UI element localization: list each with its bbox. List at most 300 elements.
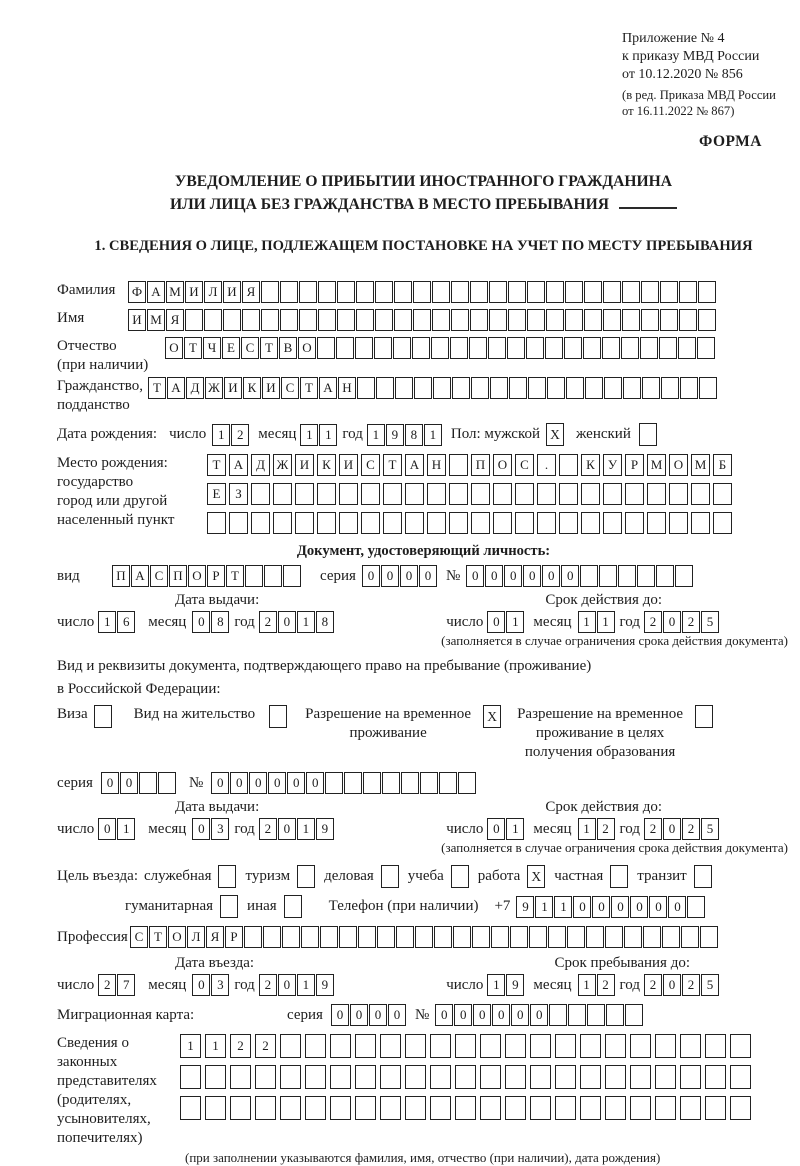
char-cell[interactable]: 1 — [535, 896, 553, 918]
char-cell[interactable]: 1 — [297, 974, 315, 996]
char-cell[interactable] — [325, 772, 343, 794]
char-cell[interactable]: 3 — [211, 974, 229, 996]
char-cell[interactable] — [317, 337, 335, 359]
char-cell[interactable] — [158, 772, 176, 794]
char-cell[interactable]: 2 — [231, 424, 249, 446]
char-cell[interactable] — [548, 926, 566, 948]
char-cell[interactable] — [530, 1034, 551, 1058]
char-cell[interactable]: 0 — [192, 611, 210, 633]
sex-male-checkbox[interactable]: X — [546, 423, 564, 446]
char-cell[interactable]: 0 — [306, 772, 324, 794]
char-cell[interactable]: 9 — [386, 424, 404, 446]
char-cell[interactable] — [559, 483, 578, 505]
char-cell[interactable] — [432, 309, 450, 331]
char-cell[interactable] — [242, 309, 260, 331]
char-cell[interactable]: 0 — [331, 1004, 349, 1026]
char-cell[interactable]: С — [130, 926, 148, 948]
char-cell[interactable]: Т — [260, 337, 278, 359]
char-cell[interactable] — [587, 1004, 605, 1026]
char-cell[interactable] — [698, 281, 716, 303]
char-cell[interactable]: 8 — [211, 611, 229, 633]
char-cell[interactable]: 0 — [630, 896, 648, 918]
char-cell[interactable]: Л — [204, 281, 222, 303]
char-cell[interactable]: 1 — [117, 818, 135, 840]
rvp-edu-checkbox[interactable] — [695, 705, 713, 728]
char-cell[interactable]: А — [167, 377, 185, 399]
char-cell[interactable]: 0 — [192, 974, 210, 996]
char-cell[interactable] — [207, 512, 226, 534]
char-cell[interactable] — [622, 281, 640, 303]
char-cell[interactable] — [330, 1065, 351, 1089]
char-cell[interactable] — [280, 281, 298, 303]
char-cell[interactable]: 2 — [255, 1034, 276, 1058]
char-cell[interactable] — [299, 281, 317, 303]
char-cell[interactable]: 0 — [230, 772, 248, 794]
char-cell[interactable] — [427, 512, 446, 534]
char-cell[interactable] — [414, 377, 432, 399]
char-cell[interactable] — [374, 337, 392, 359]
char-cell[interactable]: О — [493, 454, 512, 476]
char-cell[interactable] — [489, 281, 507, 303]
char-cell[interactable]: 0 — [542, 565, 560, 587]
char-cell[interactable]: 2 — [682, 974, 700, 996]
char-cell[interactable] — [339, 926, 357, 948]
char-cell[interactable] — [705, 1034, 726, 1058]
char-cell[interactable]: 3 — [211, 818, 229, 840]
char-cell[interactable] — [604, 377, 622, 399]
char-cell[interactable]: И — [128, 309, 146, 331]
char-cell[interactable] — [318, 281, 336, 303]
char-cell[interactable]: 1 — [98, 611, 116, 633]
char-cell[interactable] — [330, 1034, 351, 1058]
char-cell[interactable]: Н — [338, 377, 356, 399]
char-cell[interactable] — [205, 1065, 226, 1089]
char-cell[interactable] — [375, 281, 393, 303]
char-cell[interactable]: 0 — [487, 611, 505, 633]
char-cell[interactable] — [434, 926, 452, 948]
char-cell[interactable] — [427, 483, 446, 505]
char-cell[interactable]: М — [647, 454, 666, 476]
char-cell[interactable]: 0 — [511, 1004, 529, 1026]
char-cell[interactable] — [394, 309, 412, 331]
char-cell[interactable] — [580, 1065, 601, 1089]
char-cell[interactable]: С — [150, 565, 168, 587]
char-cell[interactable] — [564, 337, 582, 359]
char-cell[interactable]: О — [188, 565, 206, 587]
char-cell[interactable] — [581, 512, 600, 534]
char-cell[interactable] — [713, 512, 732, 534]
char-cell[interactable] — [361, 483, 380, 505]
char-cell[interactable] — [580, 565, 598, 587]
char-cell[interactable] — [680, 377, 698, 399]
char-cell[interactable] — [451, 309, 469, 331]
char-cell[interactable] — [730, 1065, 751, 1089]
char-cell[interactable] — [363, 772, 381, 794]
char-cell[interactable] — [273, 483, 292, 505]
char-cell[interactable]: 2 — [597, 818, 615, 840]
char-cell[interactable]: П — [169, 565, 187, 587]
char-cell[interactable]: 0 — [98, 818, 116, 840]
char-cell[interactable] — [229, 512, 248, 534]
char-cell[interactable]: У — [603, 454, 622, 476]
char-cell[interactable] — [603, 483, 622, 505]
char-cell[interactable] — [204, 309, 222, 331]
char-cell[interactable] — [395, 377, 413, 399]
char-cell[interactable] — [705, 1065, 726, 1089]
char-cell[interactable] — [431, 337, 449, 359]
char-cell[interactable]: 0 — [649, 896, 667, 918]
char-cell[interactable] — [261, 281, 279, 303]
char-cell[interactable] — [641, 281, 659, 303]
char-cell[interactable] — [415, 926, 433, 948]
char-cell[interactable] — [687, 896, 705, 918]
char-cell[interactable]: 8 — [405, 424, 423, 446]
char-cell[interactable] — [455, 1034, 476, 1058]
purpose-option-checkbox[interactable] — [220, 895, 238, 918]
char-cell[interactable] — [449, 512, 468, 534]
char-cell[interactable] — [505, 1096, 526, 1120]
char-cell[interactable] — [377, 926, 395, 948]
char-cell[interactable]: 0 — [487, 818, 505, 840]
char-cell[interactable]: Т — [149, 926, 167, 948]
char-cell[interactable] — [339, 512, 358, 534]
char-cell[interactable] — [640, 337, 658, 359]
char-cell[interactable] — [700, 926, 718, 948]
char-cell[interactable]: 1 — [319, 424, 337, 446]
char-cell[interactable]: 0 — [663, 818, 681, 840]
char-cell[interactable] — [480, 1065, 501, 1089]
char-cell[interactable] — [581, 483, 600, 505]
char-cell[interactable] — [669, 512, 688, 534]
char-cell[interactable] — [567, 926, 585, 948]
char-cell[interactable] — [412, 337, 430, 359]
char-cell[interactable] — [244, 926, 262, 948]
char-cell[interactable] — [280, 1034, 301, 1058]
char-cell[interactable] — [380, 1096, 401, 1120]
char-cell[interactable] — [469, 337, 487, 359]
char-cell[interactable] — [647, 512, 666, 534]
char-cell[interactable]: 9 — [316, 818, 334, 840]
char-cell[interactable] — [430, 1065, 451, 1089]
char-cell[interactable] — [318, 309, 336, 331]
char-cell[interactable] — [559, 512, 578, 534]
char-cell[interactable] — [455, 1065, 476, 1089]
char-cell[interactable]: 7 — [117, 974, 135, 996]
char-cell[interactable] — [305, 1034, 326, 1058]
char-cell[interactable]: 1 — [578, 974, 596, 996]
char-cell[interactable] — [555, 1065, 576, 1089]
char-cell[interactable] — [680, 1065, 701, 1089]
char-cell[interactable] — [264, 565, 282, 587]
char-cell[interactable]: С — [361, 454, 380, 476]
char-cell[interactable] — [546, 281, 564, 303]
purpose-option-checkbox[interactable] — [694, 865, 712, 888]
char-cell[interactable] — [330, 1096, 351, 1120]
char-cell[interactable]: 0 — [249, 772, 267, 794]
char-cell[interactable]: Т — [148, 377, 166, 399]
char-cell[interactable] — [647, 483, 666, 505]
char-cell[interactable] — [405, 1096, 426, 1120]
char-cell[interactable]: 0 — [381, 565, 399, 587]
char-cell[interactable]: 0 — [504, 565, 522, 587]
char-cell[interactable] — [698, 309, 716, 331]
char-cell[interactable] — [584, 281, 602, 303]
char-cell[interactable] — [599, 565, 617, 587]
char-cell[interactable] — [380, 1034, 401, 1058]
char-cell[interactable]: Я — [206, 926, 224, 948]
char-cell[interactable] — [669, 483, 688, 505]
char-cell[interactable]: И — [295, 454, 314, 476]
char-cell[interactable]: 2 — [259, 818, 277, 840]
char-cell[interactable] — [430, 1034, 451, 1058]
char-cell[interactable]: 0 — [485, 565, 503, 587]
char-cell[interactable] — [680, 1034, 701, 1058]
char-cell[interactable] — [621, 337, 639, 359]
char-cell[interactable]: 2 — [259, 611, 277, 633]
char-cell[interactable]: 0 — [101, 772, 119, 794]
char-cell[interactable] — [568, 1004, 586, 1026]
char-cell[interactable] — [439, 772, 457, 794]
char-cell[interactable]: 2 — [644, 818, 662, 840]
purpose-option-checkbox[interactable] — [451, 865, 469, 888]
char-cell[interactable] — [263, 926, 281, 948]
char-cell[interactable] — [393, 337, 411, 359]
char-cell[interactable] — [527, 281, 545, 303]
char-cell[interactable]: 0 — [435, 1004, 453, 1026]
char-cell[interactable]: 2 — [644, 974, 662, 996]
char-cell[interactable]: О — [669, 454, 688, 476]
char-cell[interactable] — [471, 512, 490, 534]
char-cell[interactable] — [705, 1096, 726, 1120]
char-cell[interactable] — [505, 1034, 526, 1058]
char-cell[interactable]: Т — [383, 454, 402, 476]
char-cell[interactable]: 5 — [701, 611, 719, 633]
char-cell[interactable] — [139, 772, 157, 794]
char-cell[interactable]: Ф — [128, 281, 146, 303]
char-cell[interactable]: И — [224, 377, 242, 399]
char-cell[interactable] — [659, 337, 677, 359]
char-cell[interactable]: 1 — [578, 611, 596, 633]
char-cell[interactable]: М — [147, 309, 165, 331]
char-cell[interactable] — [510, 926, 528, 948]
char-cell[interactable] — [580, 1096, 601, 1120]
char-cell[interactable] — [580, 1034, 601, 1058]
char-cell[interactable]: 0 — [530, 1004, 548, 1026]
char-cell[interactable]: З — [229, 483, 248, 505]
char-cell[interactable] — [490, 377, 508, 399]
char-cell[interactable]: 1 — [180, 1034, 201, 1058]
char-cell[interactable] — [405, 483, 424, 505]
char-cell[interactable] — [681, 926, 699, 948]
char-cell[interactable]: К — [317, 454, 336, 476]
char-cell[interactable] — [625, 1004, 643, 1026]
char-cell[interactable] — [530, 1096, 551, 1120]
char-cell[interactable]: 0 — [592, 896, 610, 918]
char-cell[interactable] — [450, 337, 468, 359]
char-cell[interactable] — [488, 337, 506, 359]
visa-checkbox[interactable] — [94, 705, 112, 728]
char-cell[interactable]: 0 — [362, 565, 380, 587]
char-cell[interactable]: Т — [300, 377, 318, 399]
char-cell[interactable] — [679, 281, 697, 303]
char-cell[interactable]: 9 — [316, 974, 334, 996]
char-cell[interactable]: И — [185, 281, 203, 303]
char-cell[interactable] — [555, 1034, 576, 1058]
char-cell[interactable] — [405, 512, 424, 534]
char-cell[interactable] — [405, 1034, 426, 1058]
char-cell[interactable]: 0 — [523, 565, 541, 587]
char-cell[interactable] — [205, 1096, 226, 1120]
char-cell[interactable] — [295, 512, 314, 534]
char-cell[interactable]: Т — [184, 337, 202, 359]
char-cell[interactable]: 0 — [350, 1004, 368, 1026]
char-cell[interactable]: Д — [186, 377, 204, 399]
char-cell[interactable] — [679, 309, 697, 331]
char-cell[interactable]: Б — [713, 454, 732, 476]
char-cell[interactable] — [401, 772, 419, 794]
char-cell[interactable] — [413, 309, 431, 331]
char-cell[interactable]: Р — [207, 565, 225, 587]
char-cell[interactable]: Н — [427, 454, 446, 476]
char-cell[interactable]: 0 — [573, 896, 591, 918]
char-cell[interactable]: 1 — [506, 818, 524, 840]
char-cell[interactable]: 0 — [211, 772, 229, 794]
char-cell[interactable]: Р — [625, 454, 644, 476]
char-cell[interactable] — [586, 926, 604, 948]
char-cell[interactable] — [583, 337, 601, 359]
char-cell[interactable]: И — [262, 377, 280, 399]
char-cell[interactable]: Е — [207, 483, 226, 505]
char-cell[interactable] — [515, 512, 534, 534]
char-cell[interactable]: 0 — [278, 974, 296, 996]
char-cell[interactable] — [299, 309, 317, 331]
char-cell[interactable]: 0 — [192, 818, 210, 840]
char-cell[interactable] — [555, 1096, 576, 1120]
char-cell[interactable] — [603, 512, 622, 534]
char-cell[interactable]: 1 — [212, 424, 230, 446]
char-cell[interactable]: 9 — [506, 974, 524, 996]
char-cell[interactable]: 2 — [682, 818, 700, 840]
char-cell[interactable] — [625, 483, 644, 505]
char-cell[interactable] — [413, 281, 431, 303]
char-cell[interactable] — [376, 377, 394, 399]
char-cell[interactable]: Е — [222, 337, 240, 359]
char-cell[interactable] — [656, 565, 674, 587]
char-cell[interactable] — [470, 309, 488, 331]
char-cell[interactable] — [630, 1034, 651, 1058]
char-cell[interactable] — [605, 1096, 626, 1120]
char-cell[interactable] — [618, 565, 636, 587]
char-cell[interactable] — [471, 377, 489, 399]
char-cell[interactable] — [230, 1065, 251, 1089]
char-cell[interactable] — [678, 337, 696, 359]
char-cell[interactable]: 0 — [663, 611, 681, 633]
char-cell[interactable] — [508, 281, 526, 303]
char-cell[interactable] — [630, 1065, 651, 1089]
char-cell[interactable] — [584, 309, 602, 331]
char-cell[interactable]: 0 — [419, 565, 437, 587]
char-cell[interactable] — [565, 281, 583, 303]
char-cell[interactable] — [180, 1096, 201, 1120]
char-cell[interactable] — [305, 1065, 326, 1089]
char-cell[interactable] — [641, 309, 659, 331]
char-cell[interactable] — [273, 512, 292, 534]
sex-female-checkbox[interactable] — [639, 423, 657, 446]
char-cell[interactable] — [642, 377, 660, 399]
char-cell[interactable]: 0 — [663, 974, 681, 996]
char-cell[interactable] — [660, 281, 678, 303]
char-cell[interactable] — [280, 1096, 301, 1120]
char-cell[interactable] — [489, 309, 507, 331]
char-cell[interactable] — [661, 377, 679, 399]
purpose-option-checkbox[interactable] — [284, 895, 302, 918]
char-cell[interactable]: Я — [242, 281, 260, 303]
char-cell[interactable] — [470, 281, 488, 303]
char-cell[interactable]: П — [471, 454, 490, 476]
char-cell[interactable] — [317, 483, 336, 505]
char-cell[interactable]: 1 — [554, 896, 572, 918]
char-cell[interactable]: Ж — [273, 454, 292, 476]
char-cell[interactable]: А — [131, 565, 149, 587]
char-cell[interactable] — [585, 377, 603, 399]
char-cell[interactable]: 1 — [487, 974, 505, 996]
char-cell[interactable] — [383, 512, 402, 534]
char-cell[interactable] — [509, 377, 527, 399]
char-cell[interactable] — [491, 926, 509, 948]
char-cell[interactable] — [449, 454, 468, 476]
char-cell[interactable]: О — [298, 337, 316, 359]
char-cell[interactable] — [655, 1065, 676, 1089]
char-cell[interactable]: Р — [225, 926, 243, 948]
char-cell[interactable] — [255, 1096, 276, 1120]
char-cell[interactable] — [622, 309, 640, 331]
char-cell[interactable] — [566, 377, 584, 399]
char-cell[interactable] — [603, 309, 621, 331]
char-cell[interactable]: А — [229, 454, 248, 476]
char-cell[interactable]: Д — [251, 454, 270, 476]
char-cell[interactable]: 1 — [367, 424, 385, 446]
char-cell[interactable] — [623, 377, 641, 399]
char-cell[interactable] — [357, 377, 375, 399]
char-cell[interactable] — [396, 926, 414, 948]
char-cell[interactable] — [337, 309, 355, 331]
char-cell[interactable] — [344, 772, 362, 794]
char-cell[interactable] — [480, 1096, 501, 1120]
char-cell[interactable] — [251, 483, 270, 505]
char-cell[interactable]: 1 — [506, 611, 524, 633]
char-cell[interactable] — [530, 1065, 551, 1089]
char-cell[interactable]: Ж — [205, 377, 223, 399]
char-cell[interactable]: 1 — [424, 424, 442, 446]
char-cell[interactable]: Л — [187, 926, 205, 948]
char-cell[interactable] — [515, 483, 534, 505]
char-cell[interactable] — [655, 1096, 676, 1120]
char-cell[interactable] — [255, 1065, 276, 1089]
char-cell[interactable] — [624, 926, 642, 948]
char-cell[interactable] — [507, 337, 525, 359]
char-cell[interactable] — [662, 926, 680, 948]
char-cell[interactable] — [453, 926, 471, 948]
char-cell[interactable] — [660, 309, 678, 331]
char-cell[interactable]: 2 — [597, 974, 615, 996]
char-cell[interactable] — [280, 1065, 301, 1089]
char-cell[interactable] — [699, 377, 717, 399]
char-cell[interactable]: 0 — [454, 1004, 472, 1026]
char-cell[interactable] — [508, 309, 526, 331]
char-cell[interactable] — [537, 483, 556, 505]
char-cell[interactable]: 0 — [287, 772, 305, 794]
char-cell[interactable] — [605, 926, 623, 948]
